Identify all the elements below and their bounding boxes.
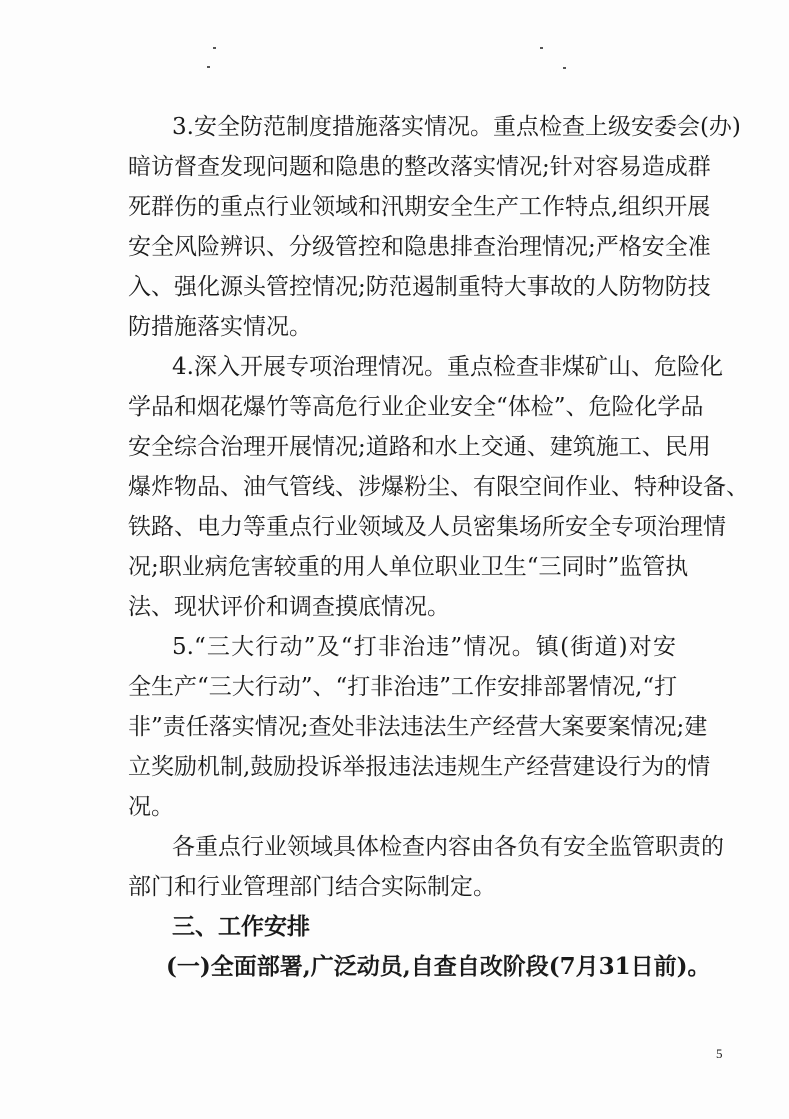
paragraph-note <box>128 827 724 907</box>
text-line: 铁路、电力等重点行业领域及人员密集场所安全专项治理情 <box>128 514 726 540</box>
text-line: 部门和行业管理部门结合实际制定。 <box>128 874 496 900</box>
text-line: 立奖励机制,鼓励投诉举报违法违规生产经营建设行为的情 <box>128 754 711 780</box>
text-line: 非”责任落实情况;查处非法违法生产经营大案要案情况;建 <box>128 714 708 740</box>
text-line: 安全风险辨识、分级管控和隐患排查治理情况;严格安全准 <box>128 234 711 260</box>
text-line: 死群伤的重点行业领域和汛期安全生产工作特点,组织开展 <box>128 194 711 220</box>
paragraph-item-5 <box>128 627 711 827</box>
scan-speck <box>213 47 216 49</box>
text-line: 安全综合治理开展情况;道路和水上交通、建筑施工、民用 <box>128 434 711 460</box>
paragraph-item-4 <box>128 347 749 627</box>
text-line: 况。 <box>128 794 174 820</box>
text-line: 学品和烟花爆竹等高危行业企业安全“体检”、危险化学品 <box>128 394 704 420</box>
text-line: 4.深入开展专项治理情况。重点检查非煤矿山、危险化 <box>172 354 723 380</box>
scan-speck <box>207 66 210 68</box>
body-text <box>128 107 749 987</box>
text-line: 各重点行业领域具体检查内容由各负有安全监管职责的 <box>172 834 724 860</box>
text-line: 爆炸物品、油气管线、涉爆粉尘、有限空间作业、特种设备、 <box>128 474 749 500</box>
text-line: 况;职业病危害较重的用人单位职业卫生“三同时”监管执 <box>128 554 689 580</box>
text-line: 暗访督查发现问题和隐患的整改落实情况;针对容易造成群 <box>128 154 711 180</box>
section-heading: 三、工作安排 <box>172 913 310 940</box>
text-line: 3.安全防范制度措施落实情况。重点检查上级安委会(办) <box>172 114 741 140</box>
text-line: 防措施落实情况。 <box>128 314 312 340</box>
scan-speck <box>540 47 543 49</box>
text-line: 全生产“三大行动”、“打非治违”工作安排部署情况,“打 <box>128 674 678 700</box>
subsection-heading: (一)全面部署,广泛动员,自查自改阶段(7月31日前)。 <box>166 953 711 980</box>
text-line: 法、现状评价和调查摸底情况。 <box>128 594 450 620</box>
scan-speck <box>563 67 566 69</box>
text-line: 入、强化源头管控情况;防范遏制重特大事故的人防物防技 <box>128 274 711 300</box>
paragraph-item-3 <box>128 107 741 347</box>
text-line: 5.“三大行动”及“打非治违”情况。镇(街道)对安 <box>172 634 676 660</box>
page-number: 5 <box>716 1046 723 1061</box>
